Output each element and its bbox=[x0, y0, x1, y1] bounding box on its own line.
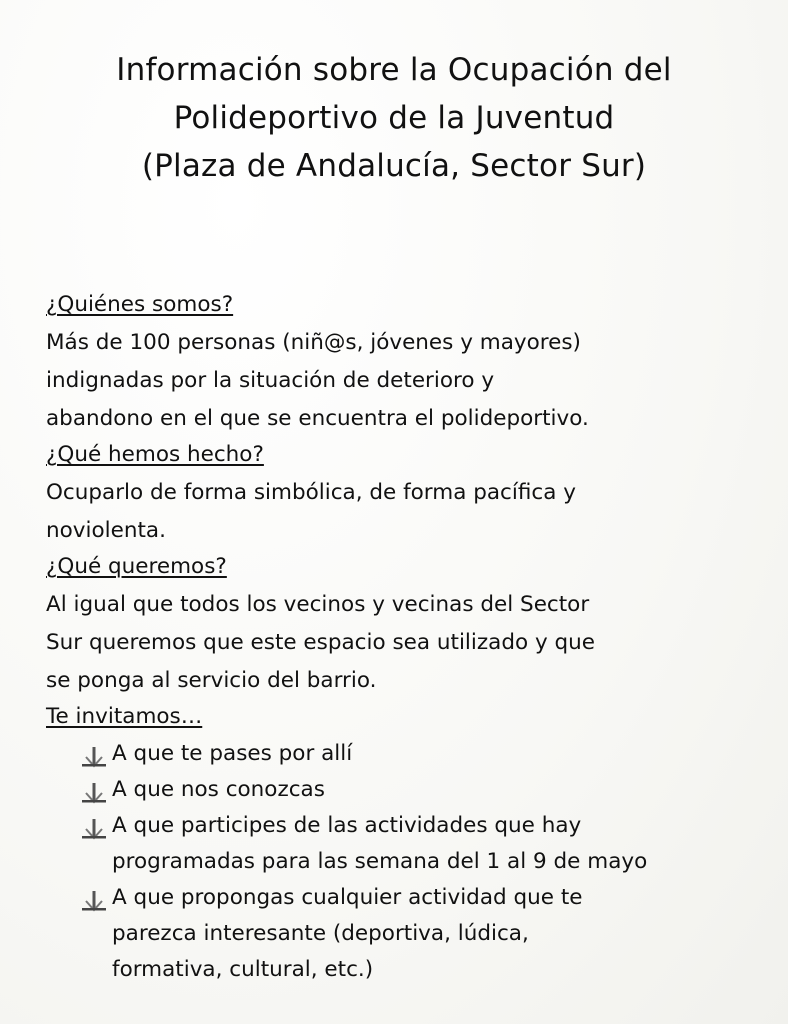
down-arrow-bullet-icon bbox=[80, 744, 108, 766]
section-que-queremos bbox=[46, 548, 746, 700]
invitation-item bbox=[80, 880, 760, 988]
body-line: Ocuparlo de forma simbólica, de forma pacífica y bbox=[46, 480, 576, 505]
invitation-item bbox=[80, 772, 760, 808]
down-arrow-bullet-icon bbox=[80, 816, 108, 838]
body-line: se ponga al servicio del barrio. bbox=[46, 668, 377, 693]
title-line: Polideportivo de la Juventud bbox=[173, 100, 615, 136]
down-arrow-bullet-icon bbox=[80, 780, 108, 802]
invitation-text: formativa, cultural, etc.) bbox=[112, 957, 374, 982]
body-line: Más de 100 personas (niñ@s, jóvenes y mayores) bbox=[46, 330, 581, 355]
invitation-item bbox=[80, 808, 760, 880]
invitation-list bbox=[80, 736, 760, 988]
section-que-hemos-hecho bbox=[46, 436, 746, 550]
body-line: Sur queremos que este espacio sea utilizado y que bbox=[46, 630, 596, 655]
body-line: indignadas por la situación de deterioro y bbox=[46, 368, 495, 393]
body-line: Al igual que todos los vecinos y vecinas del Sector bbox=[46, 592, 590, 617]
section-quienes-somos bbox=[46, 286, 746, 438]
down-arrow-bullet-icon bbox=[80, 888, 108, 910]
invitation-text: programadas para las semana del 1 al 9 de mayo bbox=[112, 849, 648, 874]
invitation-text: parezca interesante (deportiva, lúdica, bbox=[112, 921, 529, 946]
invitation-text: A que te pases por allí bbox=[112, 741, 353, 766]
body-line: abandono en el que se encuentra el polideportivo. bbox=[46, 406, 589, 431]
invitation-text: A que nos conozcas bbox=[112, 777, 325, 802]
section-te-invitamos bbox=[46, 698, 746, 736]
section-heading: Te invitamos… bbox=[46, 704, 203, 729]
invitation-item bbox=[80, 736, 760, 772]
section-heading: ¿Qué queremos? bbox=[46, 554, 227, 579]
title-line: Información sobre la Ocupación del bbox=[116, 52, 672, 88]
section-heading: ¿Quiénes somos? bbox=[46, 292, 234, 317]
invitation-text: A que participes de las actividades que hay bbox=[112, 813, 582, 838]
flyer-title bbox=[0, 46, 788, 190]
title-line: (Plaza de Andalucía, Sector Sur) bbox=[141, 148, 647, 184]
section-heading: ¿Qué hemos hecho? bbox=[46, 442, 264, 467]
body-line: noviolenta. bbox=[46, 518, 166, 543]
invitation-text: A que propongas cualquier actividad que te bbox=[112, 885, 583, 910]
